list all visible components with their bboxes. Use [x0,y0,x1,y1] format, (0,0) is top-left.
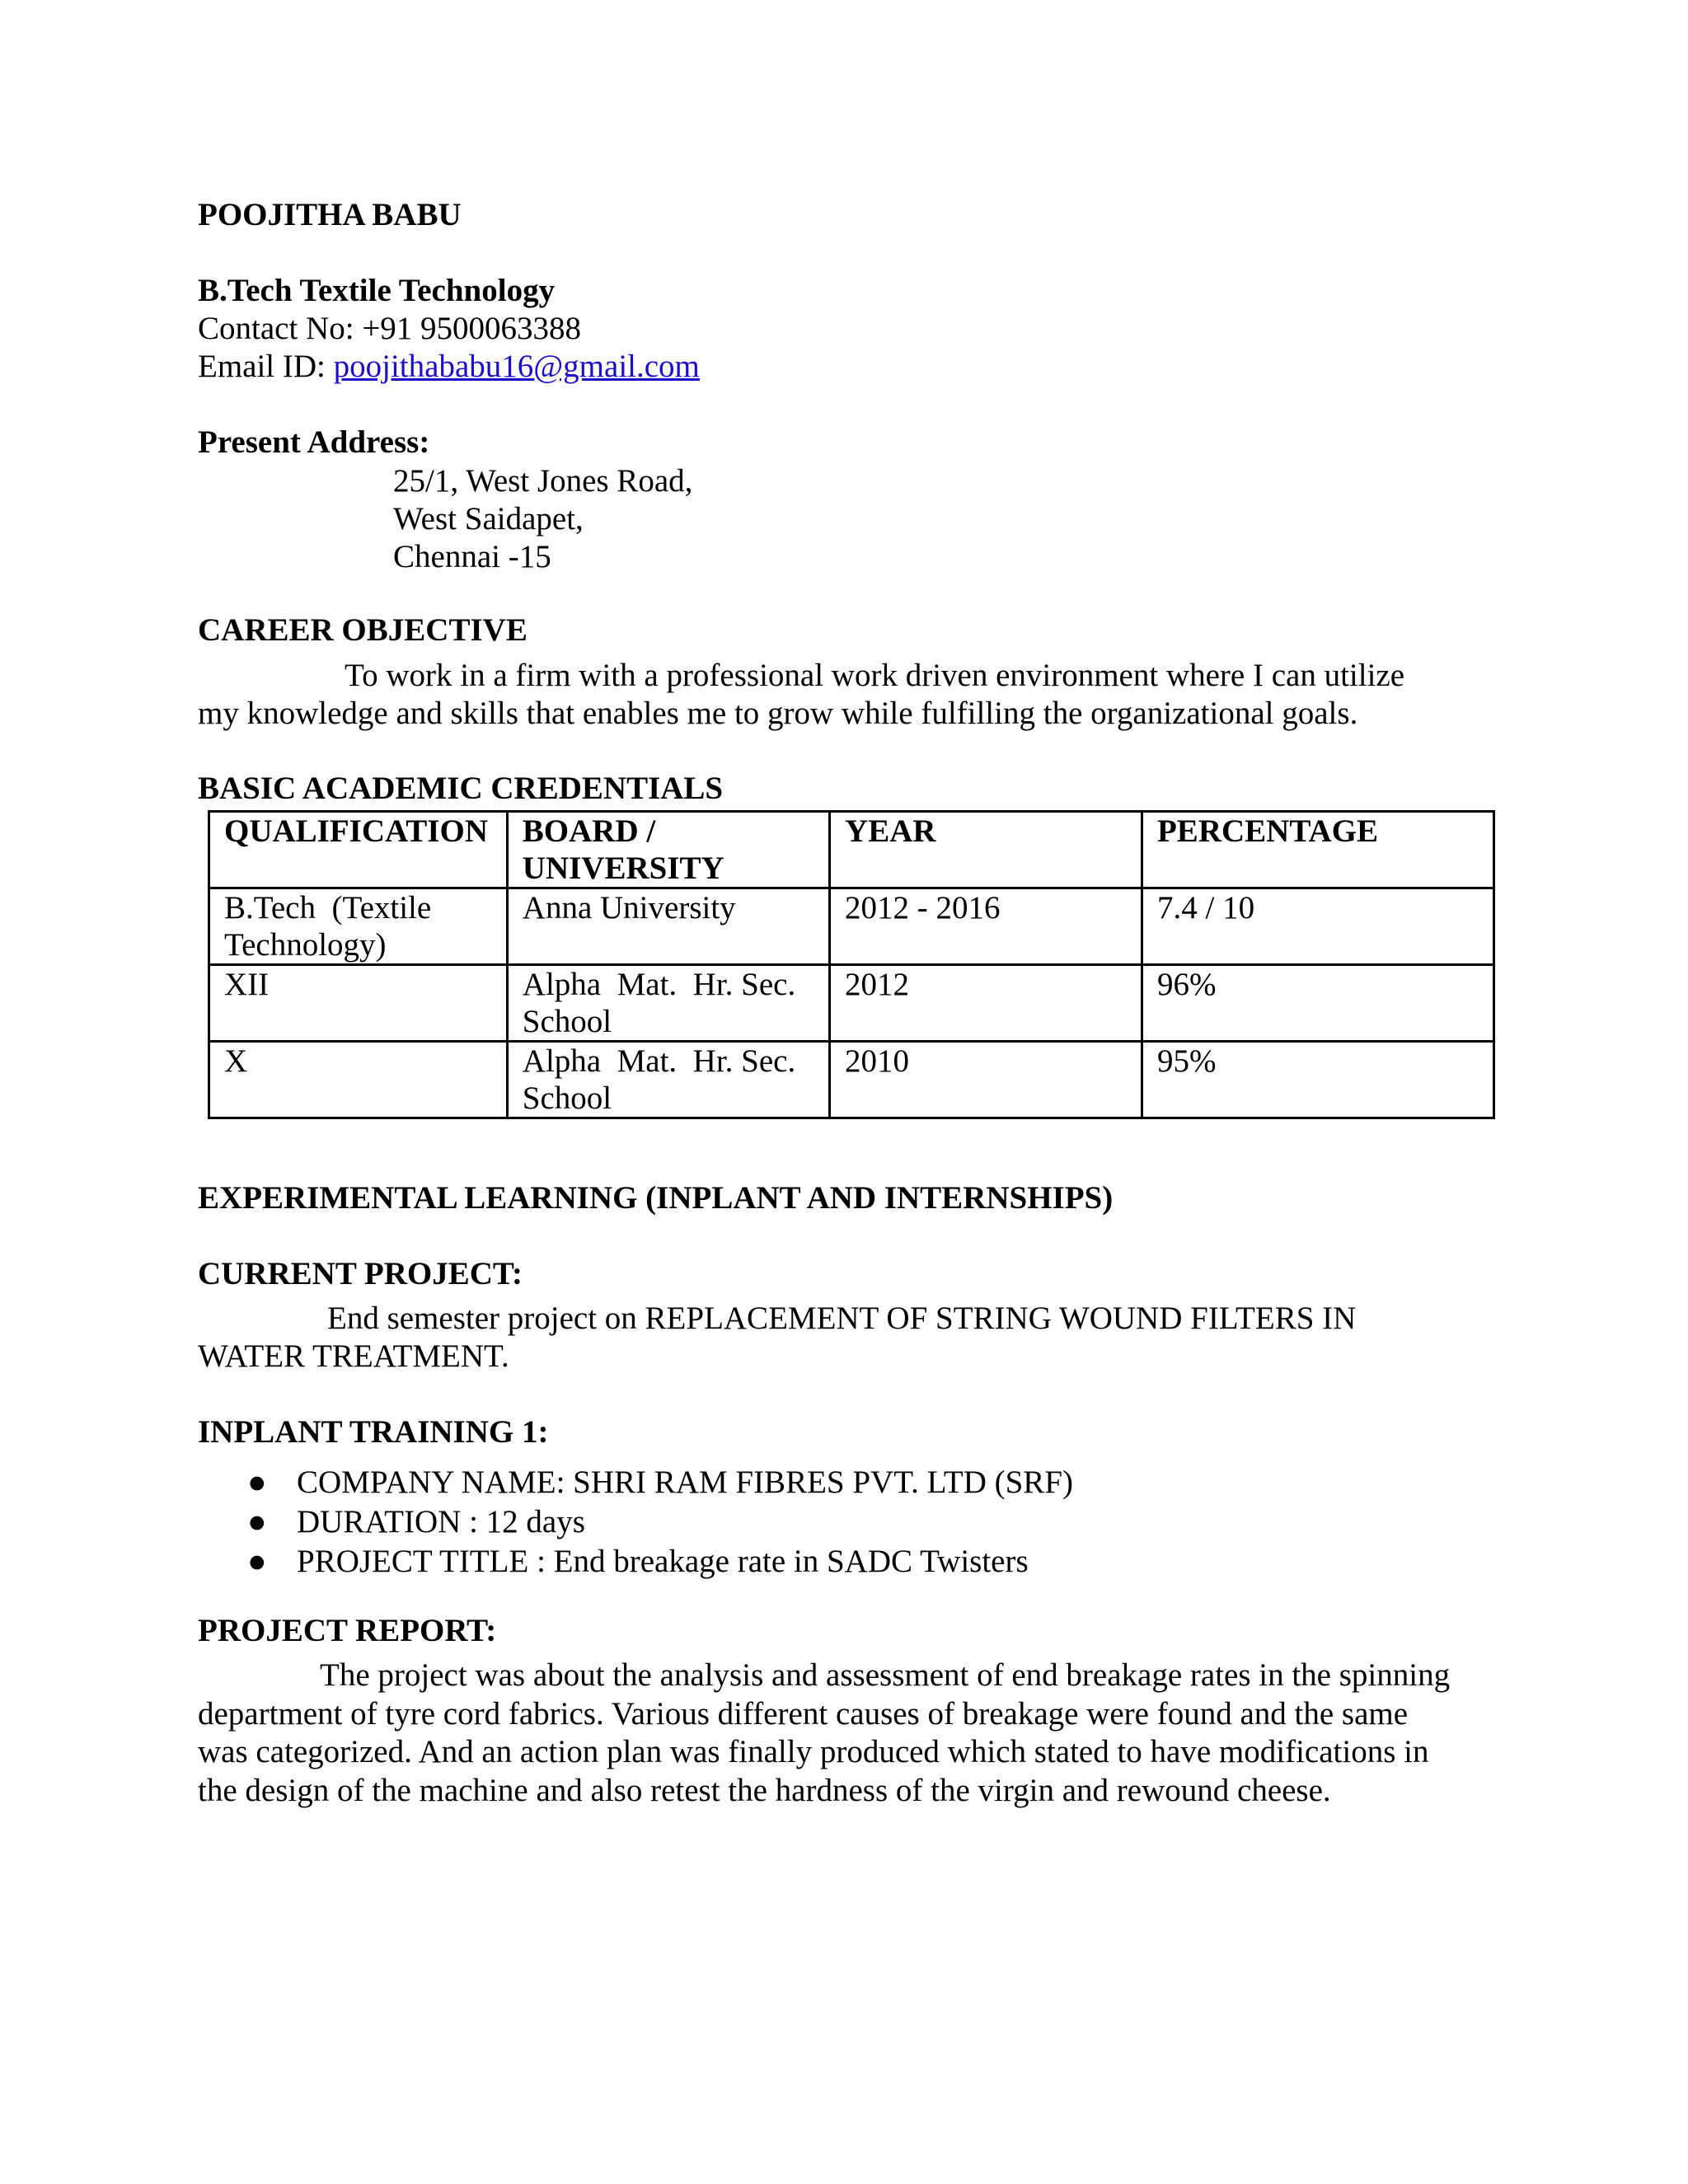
column-header-year: YEAR [830,812,1142,888]
contact-line [198,310,581,348]
list-item-text: PROJECT TITLE : End breakage rate in SADC Twisters [297,1544,1029,1579]
cell-year: 2012 [830,965,1142,1042]
cell-year: 2010 [830,1042,1142,1118]
degree-title: B.Tech Textile Technology [198,273,556,308]
project-report-heading: PROJECT REPORT: [198,1613,497,1648]
column-header-percentage: PERCENTAGE [1142,812,1493,888]
academics-heading: BASIC ACADEMIC CREDENTIALS [198,771,724,806]
email-label: Email ID: [198,349,326,384]
list-item [247,1463,1073,1502]
current-project-line-1: End semester project on REPLACEMENT OF STRING WOUND FILTERS IN [327,1301,1357,1336]
career-objective-line-2: my knowledge and skills that enables me to grow while fulfilling the organizational goals. [198,696,1358,731]
cell-qualification: X [209,1042,508,1118]
current-project-line-2: WATER TREATMENT. [198,1338,509,1374]
cell-board: Anna University [507,888,829,965]
address-line-1: 25/1, West Jones Road, [393,463,693,499]
experiential-heading: EXPERIMENTAL LEARNING (INPLANT AND INTERNSHIPS) [198,1180,1114,1216]
address-line-2: West Saidapet, [393,501,584,537]
cell-year: 2012 - 2016 [830,888,1142,965]
cell-percentage: 95% [1142,1042,1493,1118]
contact-value: +91 9500063388 [362,311,582,346]
project-report-line-1: The project was about the analysis and assessment of end breakage rates in the spinning [320,1657,1451,1693]
cell-board: Alpha Mat. Hr. Sec. School [507,1042,829,1118]
cell-qualification: XII [209,965,508,1042]
email-link[interactable]: poojithababu16@gmail.com [333,349,700,384]
bullet-icon: ● [247,1504,267,1540]
project-report-line-2: department of tyre cord fabrics. Various different causes of breakage were found and the same [198,1696,1409,1732]
address-heading: Present Address: [198,424,430,460]
cell-qualification: B.Tech (Textile Technology) [209,888,508,965]
column-header-qualification: QUALIFICATION [209,812,508,888]
list-item-text: COMPANY NAME: SHRI RAM FIBRES PVT. LTD (SRF) [297,1465,1073,1500]
candidate-name: POOJITHA BABU [198,197,462,232]
table-row [209,965,1494,1042]
current-project-heading: CURRENT PROJECT: [198,1256,523,1291]
academics-table [208,810,1495,1119]
cell-percentage: 7.4 / 10 [1142,888,1493,965]
email-line [198,348,700,386]
cell-board: Alpha Mat. Hr. Sec. School [507,965,829,1042]
career-objective-line-1: To work in a firm with a professional work driven environment where I can utilize [345,658,1405,693]
bullet-icon: ● [247,1544,267,1579]
project-report-line-4: the design of the machine and also retest the hardness of the virgin and rewound cheese. [198,1773,1331,1808]
career-objective-heading: CAREER OBJECTIVE [198,612,528,648]
inplant-heading: INPLANT TRAINING 1: [198,1414,549,1450]
list-item-text: DURATION : 12 days [297,1504,585,1540]
contact-label: Contact No: [198,311,354,346]
bullet-icon: ● [247,1465,267,1500]
list-item [247,1502,1073,1542]
cell-percentage: 96% [1142,965,1493,1042]
list-item [247,1542,1073,1582]
table-row [209,1042,1494,1118]
table-row [209,888,1494,965]
inplant-details-list [247,1463,1073,1582]
table-header-row [209,812,1494,888]
address-line-3: Chennai -15 [393,539,551,574]
project-report-line-3: was categorized. And an action plan was finally produced which stated to have modifications in [198,1734,1429,1769]
column-header-board: BOARD / UNIVERSITY [507,812,829,888]
